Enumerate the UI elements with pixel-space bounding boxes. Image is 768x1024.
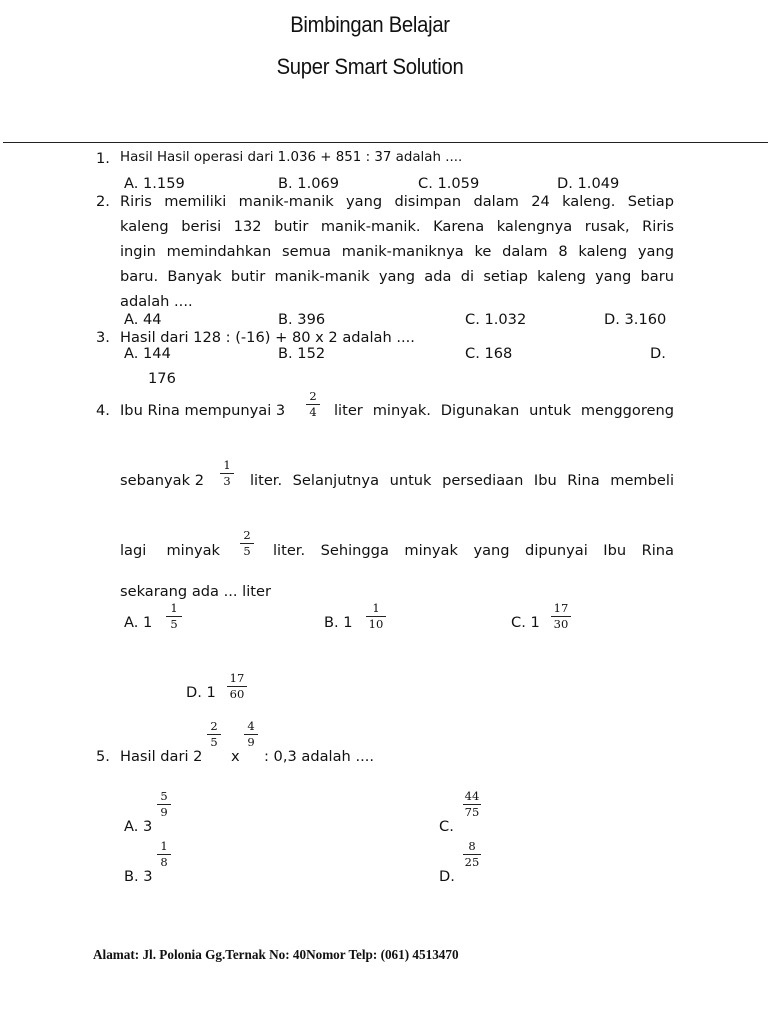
header-divider: [3, 142, 768, 143]
page-subtitle: Super Smart Solution: [276, 54, 464, 79]
question-2-line: kaleng berisi 132 butir manik-manik. Karena kalengnya rusak, Riris: [120, 218, 674, 235]
fraction-numerator: 2: [309, 389, 317, 403]
footer-address: Alamat: Jl. Polonia Gg.Ternak No: 40Nomor Telp: (061) 4513470: [93, 947, 459, 962]
question-5-post: : 0,3 adalah ....: [264, 748, 374, 765]
question-2-line: ingin memindahkan semua manik-maniknya ke dalam 8 kaleng yang: [120, 243, 674, 260]
times-symbol: x: [231, 748, 240, 765]
question-2-number: 2.: [96, 193, 110, 210]
question-4-line3-post: liter. Sehingga minyak yang dipunyai Ibu Rina: [273, 542, 674, 559]
fraction-denominator: 5: [210, 735, 218, 749]
question-4-line2-post: liter. Selanjutnya untuk persediaan Ibu Rina membeli: [250, 472, 674, 489]
question-2-option-a: A. 44: [124, 311, 162, 328]
fraction-denominator: 30: [553, 617, 569, 631]
question-1-number: 1.: [96, 150, 110, 167]
question-5-option-b: B. 3: [124, 868, 153, 885]
question-1-option-b: B. 1.069: [278, 175, 340, 192]
fraction: [463, 840, 481, 869]
question-2-line: adalah ....: [120, 293, 193, 310]
question-3-option-c: C. 168: [465, 345, 513, 362]
question-1-option-c: C. 1.059: [418, 175, 480, 192]
question-5-option-d: D.: [439, 868, 455, 885]
fraction: [157, 840, 171, 869]
fraction-numerator: 1: [223, 458, 231, 472]
question-3-option-d: D.: [650, 345, 666, 362]
fraction-denominator: 4: [309, 405, 317, 419]
question-4-line3-pre: lagi minyak: [120, 542, 220, 559]
question-2-option-b: B. 396: [278, 311, 326, 328]
fraction-denominator: 9: [247, 735, 255, 749]
fraction-denominator: 60: [229, 687, 245, 701]
fraction-denominator: 8: [160, 855, 168, 869]
fraction-numerator: 4: [247, 719, 255, 733]
fraction-denominator: 5: [243, 544, 251, 558]
question-3-number: 3.: [96, 329, 110, 346]
fraction: [463, 790, 481, 819]
fraction: [306, 390, 320, 419]
question-4-line4: sekarang ada ... liter: [120, 583, 271, 600]
question-3-text: Hasil dari 128 : (-16) + 80 x 2 adalah ....: [120, 329, 415, 346]
fraction-numerator: 2: [210, 719, 218, 733]
fraction-numerator: 44: [464, 789, 480, 803]
fraction-numerator: 2: [243, 528, 251, 542]
fraction: [240, 529, 254, 558]
fraction-denominator: 10: [368, 617, 384, 631]
question-2-option-c: C. 1.032: [465, 311, 527, 328]
fraction-numerator: 1: [160, 839, 168, 853]
question-4-option-b: B. 1: [324, 614, 353, 631]
question-2-line: Riris memiliki manik-manik yang disimpan dalam 24 kaleng. Setiap: [120, 193, 674, 210]
question-3-option-b: B. 152: [278, 345, 326, 362]
question-3-option-a: A. 144: [124, 345, 171, 362]
fraction-denominator: 3: [223, 474, 231, 488]
question-4-option-d: D. 1: [186, 684, 216, 701]
question-5-option-a: A. 3: [124, 818, 153, 835]
fraction: [157, 790, 171, 819]
question-3-option-d-value: 176: [148, 370, 176, 387]
fraction-numerator: 1: [170, 601, 178, 615]
question-4-line1-pre: Ibu Rina mempunyai 3: [120, 402, 286, 419]
question-4-option-a: A. 1: [124, 614, 153, 631]
fraction-denominator: 25: [464, 855, 480, 869]
fraction: [207, 720, 221, 749]
page-title: Bimbingan Belajar: [290, 12, 450, 37]
fraction-numerator: 1: [372, 601, 380, 615]
fraction: [220, 459, 234, 488]
question-2-line: baru. Banyak butir manik-manik yang ada di setiap kaleng yang baru: [120, 268, 674, 285]
question-1-option-d: D. 1.049: [557, 175, 620, 192]
question-4-line2-pre: sebanyak 2: [120, 472, 204, 489]
fraction-denominator: 5: [170, 617, 178, 631]
question-5-number: 5.: [96, 748, 110, 765]
question-1-option-a: A. 1.159: [124, 175, 185, 192]
fraction-numerator: 17: [553, 601, 569, 615]
question-1-text: Hasil Hasil operasi dari 1.036 + 851 : 37 adalah ....: [120, 150, 463, 165]
fraction: [551, 602, 571, 631]
question-5-option-c: C.: [439, 818, 454, 835]
fraction: [244, 720, 258, 749]
fraction: [166, 602, 182, 631]
question-4-number: 4.: [96, 402, 110, 419]
fraction: [227, 672, 247, 701]
question-2-option-d: D. 3.160: [604, 311, 667, 328]
fraction-numerator: 8: [468, 839, 476, 853]
question-5-pre: Hasil dari 2: [120, 748, 203, 765]
fraction-numerator: 17: [229, 671, 245, 685]
question-4-option-c: C. 1: [511, 614, 540, 631]
fraction: [366, 602, 386, 631]
question-4-line1-post: liter minyak. Digunakan untuk menggoreng: [334, 402, 674, 419]
fraction-denominator: 75: [464, 805, 480, 819]
fraction-numerator: 5: [160, 789, 168, 803]
fraction-denominator: 9: [160, 805, 168, 819]
